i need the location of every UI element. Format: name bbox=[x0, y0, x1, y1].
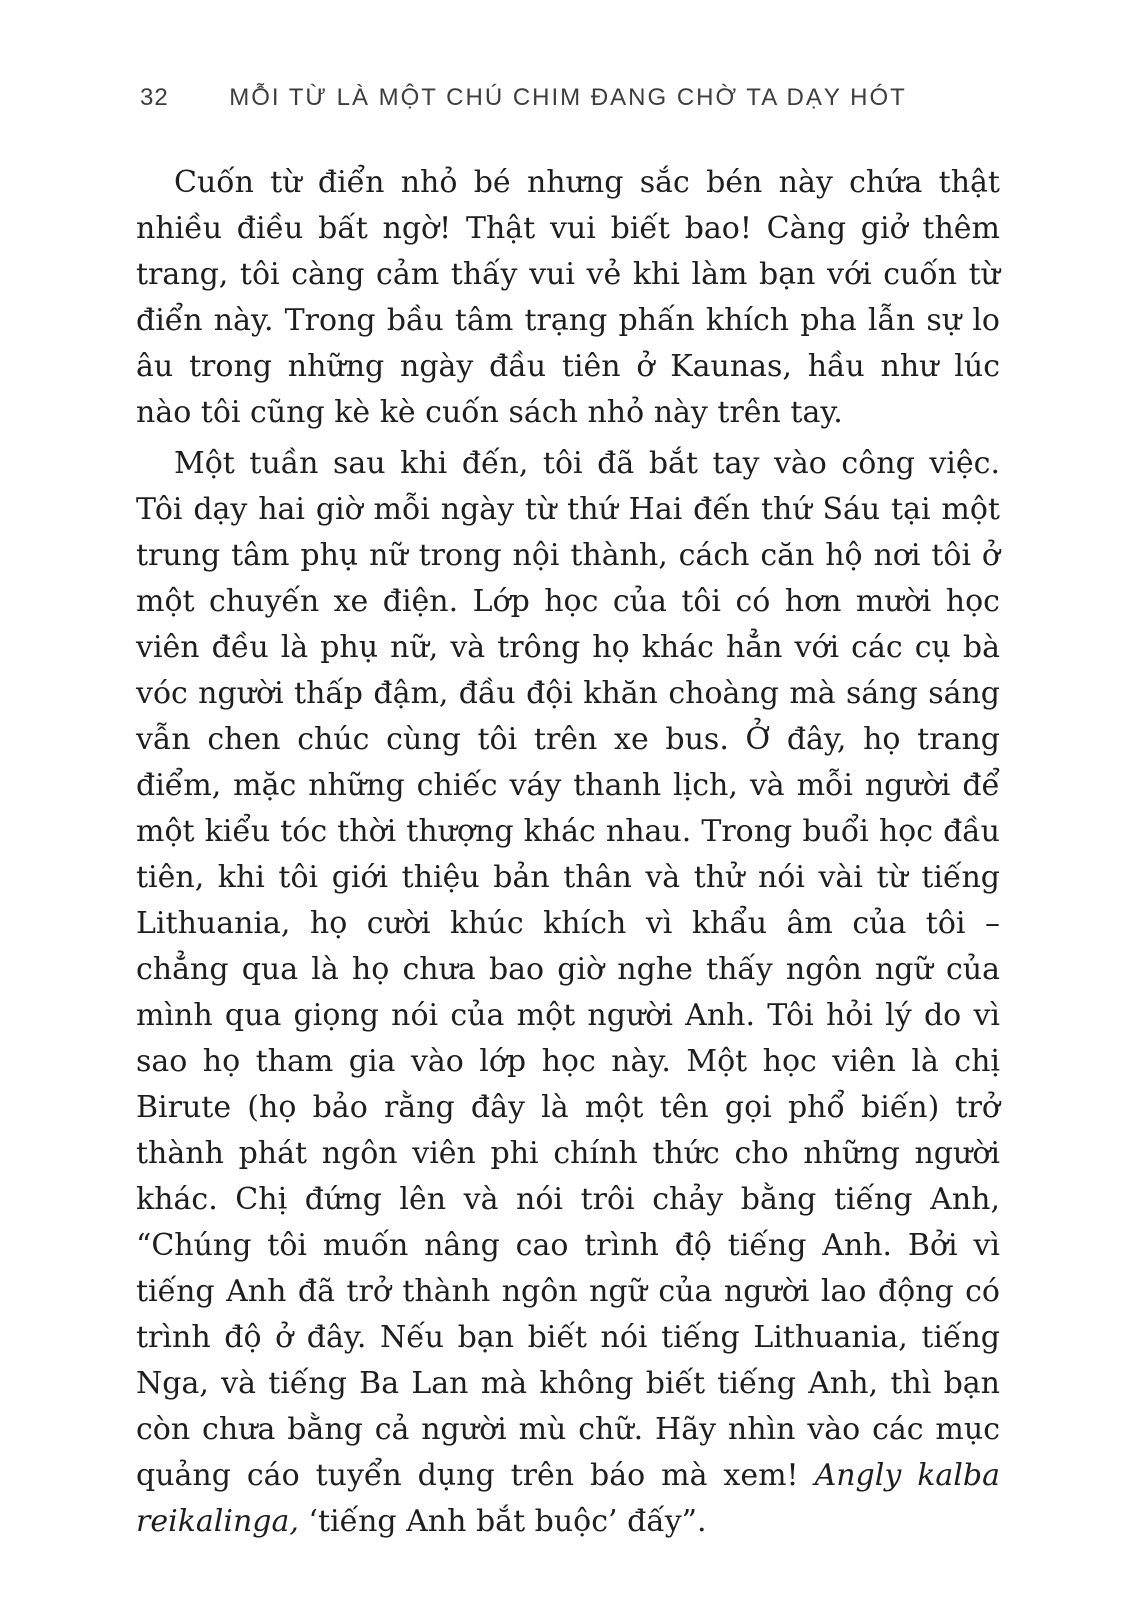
text-segment: ‘tiếng Anh bắt buộc’ đấy”. bbox=[298, 1504, 707, 1539]
text-segment: Cuốn từ điển nhỏ bé nhưng sắc bén này chứa thật nhiều điều bất ngờ! Thật vui biết bao! Càng giở thêm trang, tôi càng cảm thấy vui vẻ khi làm bạn với cuốn từ điển này. Trong bầu tâm trạng phấn khích pha lẫn sự lo âu trong những ngày đầu tiên ở Kaunas, hầu như lúc nào tôi cũng kè kè cuốn sách nhỏ này trên tay. bbox=[136, 165, 1000, 430]
paragraph bbox=[136, 441, 1000, 1545]
text-segment: Một tuần sau khi đến, tôi đã bắt tay vào công việc. Tôi dạy hai giờ mỗi ngày từ thứ Hai đến thứ Sáu tại một trung tâm phụ nữ trong nội thành, cách căn hộ nơi tôi ở một chuyến xe điện. Lớp học của tôi có hơn mười học viên đều là phụ nữ, và trông họ khác hẳn với các cụ bà vóc người thấp đậm, đầu đội khăn choàng mà sáng sáng vẫn chen chúc cùng tôi trên xe bus. Ở đây, họ trang điểm, mặc những chiếc váy thanh lịch, và mỗi người để một kiểu tóc thời thượng khác nhau. Trong buổi học đầu tiên, khi tôi giới thiệu bản thân và thử nói vài từ tiếng Lithuania, họ cười khúc khích vì khẩu âm của tôi – chẳng qua là họ chưa bao giờ nghe thấy ngôn ngữ của mình qua giọng nói của một người Anh. Tôi hỏi lý do vì sao họ tham gia vào lớp học này. Một học viên là chị Birute (họ bảo rằng đây là một tên gọi phổ biến) trở thành phát ngôn viên phi chính thức cho những người khác. Chị đứng lên và nói trôi chảy bằng tiếng Anh, “Chúng tôi muốn nâng cao trình độ tiếng Anh. Bởi vì tiếng Anh đã trở thành ngôn ngữ của người lao động có trình độ ở đây. Nếu bạn biết nói tiếng Lithuania, tiếng Nga, và tiếng Ba Lan mà không biết tiếng Anh, thì bạn còn chưa bằng cả người mù chữ. Hãy nhìn vào các mục quảng cáo tuyển dụng trên báo mà xem! bbox=[136, 446, 1000, 1493]
paragraph bbox=[136, 160, 1000, 436]
body-text bbox=[136, 160, 1000, 1545]
italic-phrase: Angly kalba reikalinga, bbox=[136, 1458, 1000, 1539]
running-title: MỖI TỪ LÀ MỘT CHÚ CHIM ĐANG CHỜ TA DẠY HÓT bbox=[229, 84, 907, 111]
page-number: 32 bbox=[140, 84, 169, 111]
page-header bbox=[136, 84, 1000, 118]
